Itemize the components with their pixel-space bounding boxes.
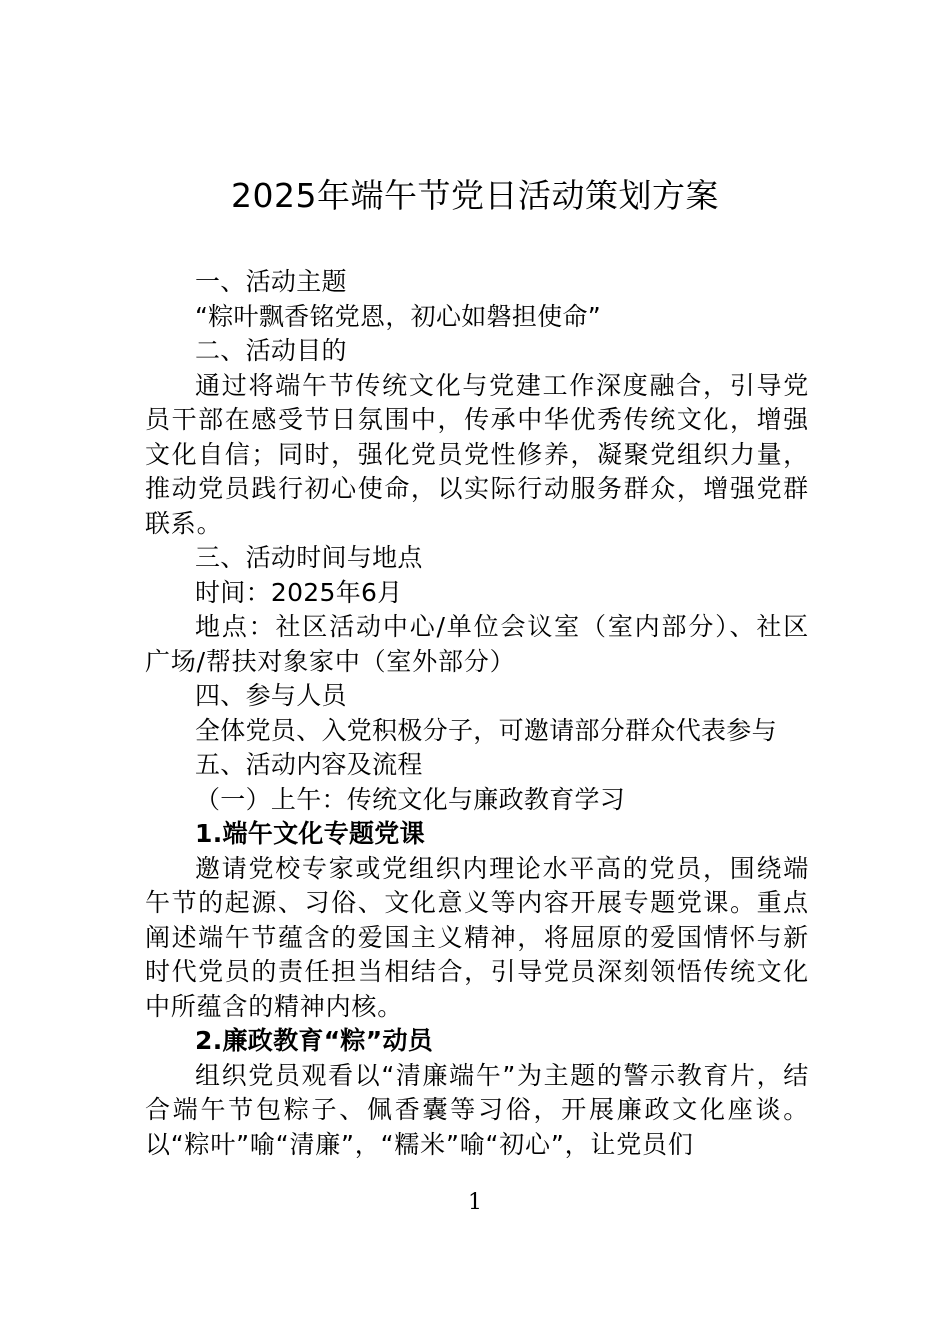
time-line: 时间：2025年6月 bbox=[195, 577, 403, 607]
document-title: 2025年端午节党日活动策划方案 bbox=[231, 176, 719, 215]
section-heading-theme: 一、活动主题 bbox=[195, 267, 347, 296]
section-heading-content-flow: 五、活动内容及流程 bbox=[195, 750, 423, 779]
section-heading-participants: 四、参与人员 bbox=[195, 681, 347, 710]
item-heading-party-lesson: 1.端午文化专题党课 bbox=[195, 819, 425, 848]
participants-line: 全体党员、入党积极分子，可邀请部分群众代表参与 bbox=[195, 715, 777, 745]
item-heading-integrity-education: 2.廉政教育“粽”动员 bbox=[195, 1026, 434, 1055]
page-number: 1 bbox=[468, 1190, 482, 1215]
subsection-morning: （一）上午：传统文化与廉政教育学习 bbox=[195, 784, 626, 814]
party-lesson-paragraph: 邀请党校专家或党组织内理论水平高的党员，围绕端午节的起源、习俗、文化意义等内容开展专题党课。重点阐述端午节蕴含的爱国主义精神，将屈原的爱国情怀与新时代党员的责任担当相结合，引导党员深刻领悟传统文化中所蕴含的精神内核。 bbox=[145, 853, 809, 1021]
section-heading-purpose: 二、活动目的 bbox=[195, 336, 347, 365]
document-body bbox=[145, 265, 809, 1162]
section-heading-time-place: 三、活动时间与地点 bbox=[195, 543, 423, 572]
location-paragraph: 地点：社区活动中心/单位会议室（室内部分）、社区广场/帮扶对象家中（室外部分） bbox=[145, 612, 809, 676]
purpose-paragraph: 通过将端午节传统文化与党建工作深度融合，引导党员干部在感受节日氛围中，传承中华优秀传统文化，增强文化自信；同时，强化党员党性修养，凝聚党组织力量，推动党员践行初心使命，以实际行动服务群众，增强党群联系。 bbox=[145, 370, 809, 538]
theme-slogan: “粽叶飘香铭党恩，初心如磐担使命” bbox=[195, 301, 602, 331]
integrity-education-paragraph: 组织党员观看以“清廉端午”为主题的警示教育片，结合端午节包粽子、佩香囊等习俗，开展廉政文化座谈。以“粽叶”喻“清廉”，“糯米”喻“初心”，让党员们 bbox=[145, 1060, 809, 1159]
